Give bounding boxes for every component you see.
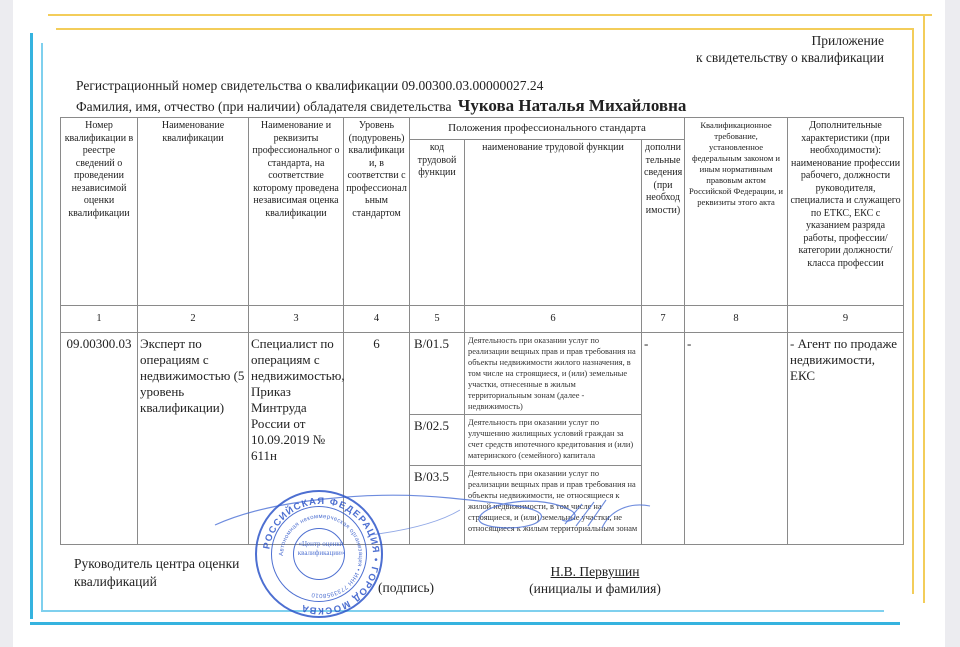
frame-gold-right-inner [912,28,914,594]
cell-function-code: B/02.5 [410,415,465,466]
column-number: 3 [249,306,344,333]
holder-label: Фамилия, имя, отчество (при наличии) обладателя свидетельства [76,99,452,114]
holder-line [76,96,686,116]
column-number: 8 [685,306,788,333]
frame-blue-bottom-outer [30,622,900,625]
header-qualification-name: Наименование квалификации [138,118,249,306]
column-numbers-row [61,306,904,333]
header-function-code: код трудовой функции [410,140,465,306]
column-number: 5 [410,306,465,333]
holder-name: Чукова Наталья Михайловна [457,96,687,115]
header-professional-standard: Наименование и реквизиты профессиональног о стандарта, на соответствие которому проведена независимая оценка квалификации [249,118,344,306]
cell-function-name: Деятельность при оказании услуг по реализации вещных прав и прав требования на объекты недвижимости, не относящиеся к жилой недвижимости, в том числе на строящиеся, и (или) земельные участки, не относящиеся к жилым территориальным зонам [465,466,642,545]
appendix-line-1: Приложение [811,33,884,48]
frame-blue-left-inner [41,43,43,611]
column-number: 9 [788,306,904,333]
registration-label: Регистрационный номер свидетельства о квалификации [76,78,399,93]
stamp-center-text: «Центр оценки квалификации» [297,540,345,557]
appendix-caption [696,32,884,66]
table-header-row-1 [61,118,904,140]
signature-label: (подпись) [378,580,435,595]
frame-gold-top-inner [56,28,912,30]
official-stamp [255,490,383,618]
stamp-ring-text [257,492,385,620]
cell-additional-info: - [642,333,685,545]
header-function-name: наименование трудовой функции [465,140,642,306]
frame-gold-right-outer [923,14,925,603]
svg-text:Автономная некоммерческая орга: Автономная некоммерческая организация • ИНН 7733958010 [278,513,364,599]
frame-blue-left-outer [30,33,33,619]
column-number: 2 [138,306,249,333]
appendix-line-2: к свидетельству о квалификации [695,50,884,65]
cell-qualification-name: Эксперт по операциям с недвижимостью (5 уровень квалификации) [138,333,249,545]
svg-text:РОССИЙСКАЯ ФЕДЕРАЦИЯ • ГОРОД М: РОССИЙСКАЯ ФЕДЕРАЦИЯ • ГОРОД МОСКВА [261,495,382,617]
cell-qualification-number: 09.00300.03 [61,333,138,545]
column-number: 4 [344,306,410,333]
cell-level: 6 [344,333,410,545]
cell-professional-standard: Специалист по операциям с недвижимостью, Приказ Минтруда России от 10.09.2019 № 611н [249,333,344,545]
registration-line [76,78,543,94]
column-number: 7 [642,306,685,333]
head-title [74,555,239,591]
signer-caption: (инициалы и фамилия) [529,581,661,596]
cell-function-name: Деятельность при оказании услуг по улучшению жилищных условий граждан за счет средств ипотечного кредитования и (или) материнского (семейного) капитала [465,415,642,466]
cell-extra-characteristics: - Агент по продаже недвижимости, ЕКС [788,333,904,545]
head-title-line-1: Руководитель центра оценки [74,556,240,571]
cell-function-code: B/03.5 [410,466,465,545]
frame-gold-top-outer [48,14,932,16]
header-additional-info: дополни тельные сведения (при необход имости) [642,140,685,306]
column-number: 1 [61,306,138,333]
registration-number: 09.00300.03.00000027.24 [401,78,544,93]
cell-function-name: Деятельность при оказании услуг по реализации вещных прав и прав требования на объекты недвижимости жилого назначения, в том числе на строящиеся, и (или) земельные участки, отнесенные в жилым территориальным зонам (далее - недвижимость) [465,333,642,415]
header-standard-provisions: Положения профессионального стандарта [410,118,685,140]
header-level: Уровень (подуровень) квалификаци и, в соответстви с профессионал ьным стандартом [344,118,410,306]
signer-name: Н.В. Первушин [550,564,640,579]
table-row [61,333,904,415]
header-qualification-number: Номер квалификации в реестре сведений о проведении независимой оценки квалификации [61,118,138,306]
cell-legal-requirement: - [685,333,788,545]
frame-blue-bottom-inner [41,610,884,612]
header-extra-characteristics: Дополнительные характеристики (при необходимости): наименование профессии рабочего, должности руководителя, специалиста и служащего по ЕТКС, ЕКС с указанием разряда работы, профессии/категории должности/класса профессии [788,118,904,306]
head-title-line-2: квалификаций [74,574,157,589]
cell-function-code: B/01.5 [410,333,465,415]
column-number: 6 [465,306,642,333]
signer-block [520,563,670,597]
header-legal-requirement: Квалификационное требование, установленное федеральным законом и иным нормативным правовым актом Российской Федерации, и реквизиты этого акта [685,118,788,306]
